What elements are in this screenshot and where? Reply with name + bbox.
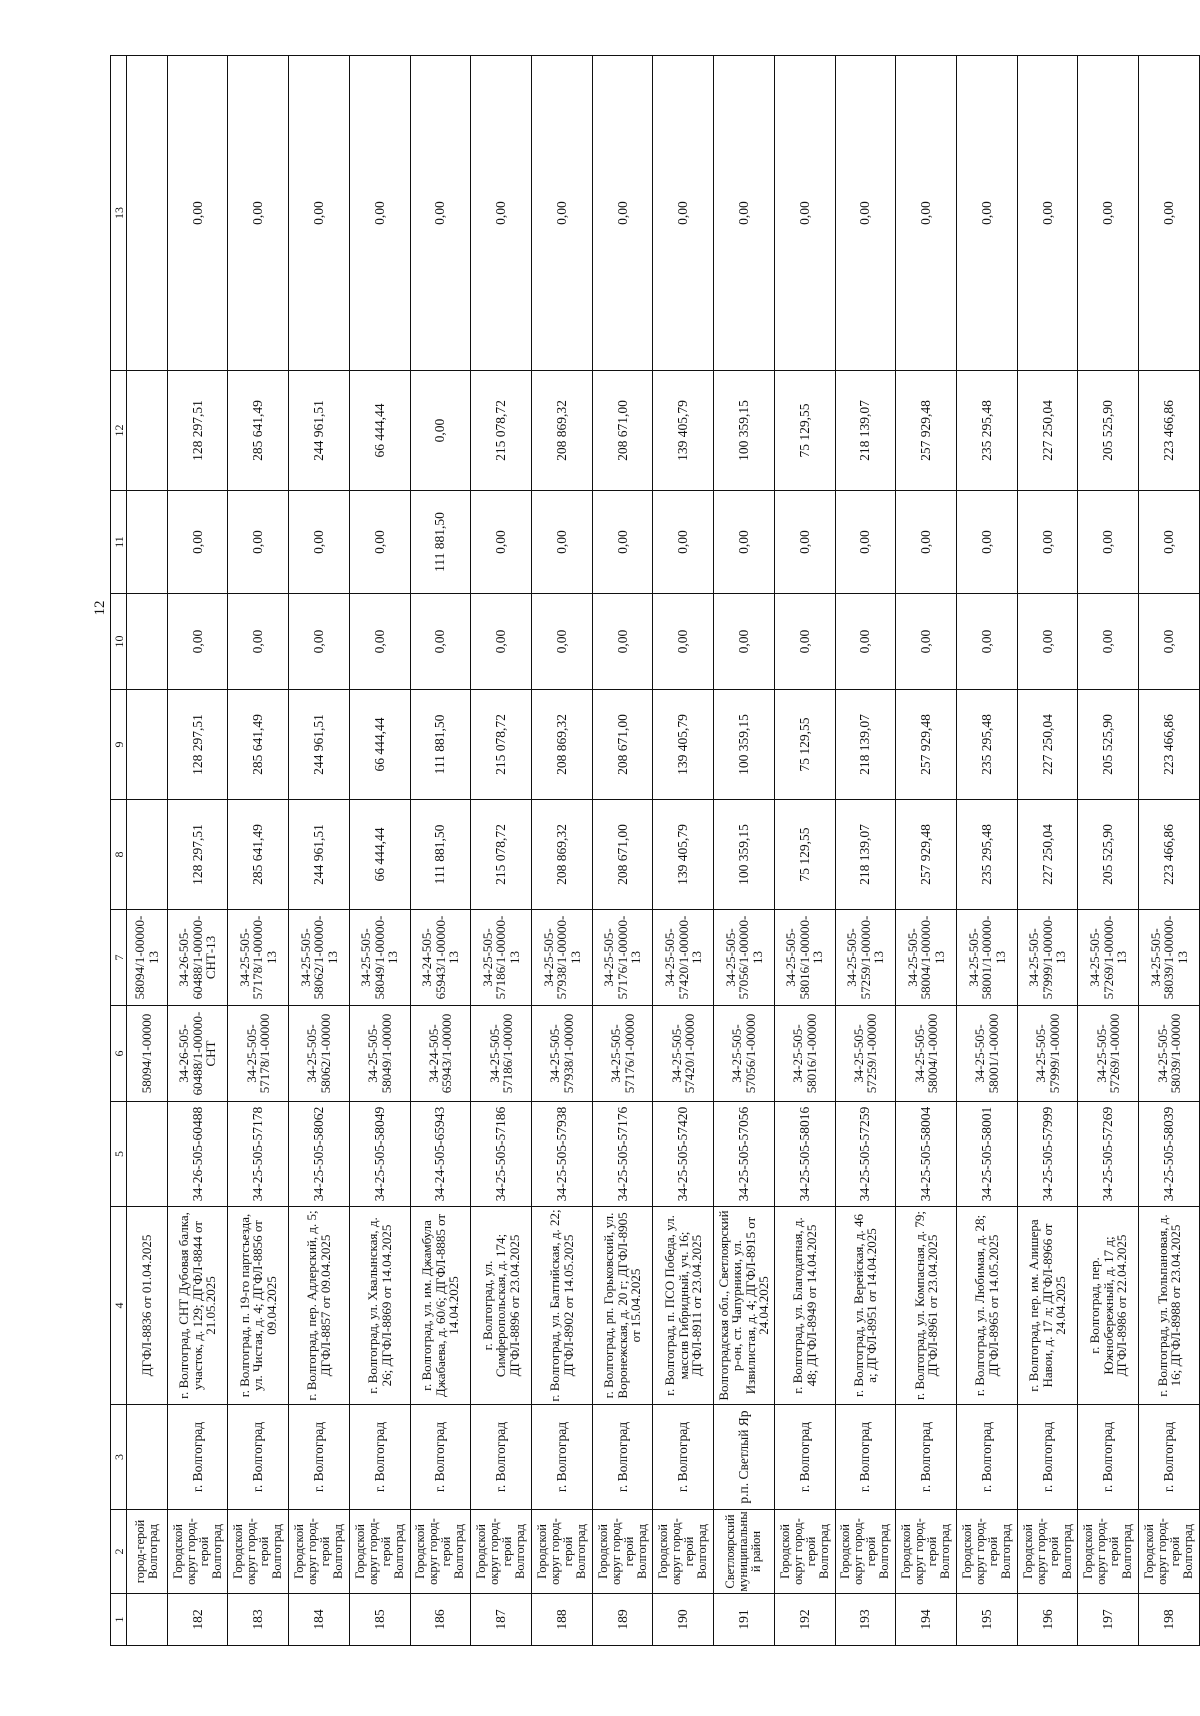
cell-object-sub-id: 34-25-505-58039/1-00000-13 (1139, 910, 1200, 1006)
column-header: 9 (111, 690, 127, 800)
cell-index: 197 (1078, 1594, 1139, 1646)
cell-index: 189 (592, 1594, 653, 1646)
cell-amount: 218 139,07 (835, 690, 896, 800)
table-row (653, 56, 714, 1646)
cell-municipality: Городской округ город-герой Волгоград (592, 1510, 653, 1594)
cell-municipality: Городской округ город-герой Волгоград (1139, 1510, 1200, 1594)
cell-address: г. Волгоград, п. ПСО Победа, ул. массив Гибридный, уч. 16; ДГФЛ-8911 от 23.04.2025 (653, 1207, 714, 1405)
cell-address: ДГФЛ-8836 от 01.04.2025 (127, 1207, 167, 1405)
cell-object-sub-id: 34-25-505-57176/1-00000-13 (592, 910, 653, 1006)
table-row (167, 56, 228, 1646)
cell-code: 34-24-505-65943 (410, 1102, 471, 1207)
cell-amount: 0,00 (1139, 491, 1200, 594)
cell-object-sub-id: 34-24-505-65943/1-00000-13 (410, 910, 471, 1006)
table-row (531, 56, 592, 1646)
cell-amount: 244 961,51 (289, 690, 350, 800)
cell-amount: 0,00 (957, 491, 1018, 594)
cell-amount (127, 690, 167, 800)
cell-index: 193 (835, 1594, 896, 1646)
cell-amount: 285 641,49 (228, 690, 289, 800)
cell-amount: 223 466,86 (1139, 371, 1200, 491)
cell-amount: 75 129,55 (774, 800, 835, 910)
cell-amount: 0,00 (410, 594, 471, 690)
cell-settlement: г. Волгоград (531, 1405, 592, 1510)
cell-amount: 128 297,51 (167, 371, 228, 491)
table-row (957, 56, 1018, 1646)
cell-address: г. Волгоград, ул. Благодатная, д. 48; ДГФЛ-8949 от 14.04.2025 (774, 1207, 835, 1405)
cell-code: 34-25-505-58049 (349, 1102, 410, 1207)
table-row (592, 56, 653, 1646)
cell-settlement: г. Волгоград (410, 1405, 471, 1510)
page-number: 12 (92, 600, 108, 616)
cell-amount: 0,00 (289, 491, 350, 594)
cell-address: г. Волгоград, ул. Верейская, д. 46 а; ДГФЛ-8951 от 14.04.2025 (835, 1207, 896, 1405)
cell-amount: 0,00 (714, 491, 775, 594)
cell-address: г. Волгоград, ул. Тюльпановая, д. 16; ДГФЛ-8988 от 23.04.2025 (1139, 1207, 1200, 1405)
cell-amount: 0,00 (471, 56, 532, 371)
cell-settlement: р.п. Светлый Яр (714, 1405, 775, 1510)
cell-settlement: г. Волгоград (835, 1405, 896, 1510)
column-header: 3 (111, 1405, 127, 1510)
cell-address: г. Волгоград, СНТ Дубовая балка, участок, д. 129; ДГФЛ-8844 от 21.05.2025 (167, 1207, 228, 1405)
cell-object-sub-id: 34-25-505-58016/1-00000-13 (774, 910, 835, 1006)
cell-object-sub-id: 58094/1-00000-13 (127, 910, 167, 1006)
column-header: 11 (111, 491, 127, 594)
cell-index: 187 (471, 1594, 532, 1646)
cell-object-sub-id: 34-25-505-57938/1-00000-13 (531, 910, 592, 1006)
cell-amount: 257 929,48 (896, 371, 957, 491)
cell-amount: 0,00 (228, 491, 289, 594)
cell-code: 34-25-505-57056 (714, 1102, 775, 1207)
data-table (110, 55, 1200, 1646)
cell-amount: 0,00 (349, 491, 410, 594)
cell-amount (127, 491, 167, 594)
cell-amount: 208 869,32 (531, 690, 592, 800)
cell-index: 184 (289, 1594, 350, 1646)
cell-amount: 0,00 (1017, 56, 1078, 371)
cell-amount: 75 129,55 (774, 371, 835, 491)
cell-index: 185 (349, 1594, 410, 1646)
cell-index: 186 (410, 1594, 471, 1646)
cell-amount: 0,00 (653, 491, 714, 594)
cell-settlement: г. Волгоград (228, 1405, 289, 1510)
cell-amount: 0,00 (1139, 56, 1200, 371)
cell-object-id: 58094/1-00000 (127, 1006, 167, 1102)
cell-amount: 0,00 (289, 594, 350, 690)
cell-code: 34-25-505-57186 (471, 1102, 532, 1207)
cell-amount: 139 405,79 (653, 800, 714, 910)
column-header: 5 (111, 1102, 127, 1207)
cell-address: г. Волгоград, пер. Южнобережный, д. 17 д; ДГФЛ-8986 от 22.04.2025 (1078, 1207, 1139, 1405)
cell-amount: 257 929,48 (896, 690, 957, 800)
cell-address: г. Волгоград, рп. Горьковский, ул. Воронежская, д. 20 г; ДГФЛ-8905 от 15.04.2025 (592, 1207, 653, 1405)
cell-object-id: 34-25-505-57259/1-00000 (835, 1006, 896, 1102)
cell-amount: 0,00 (592, 56, 653, 371)
table-row (774, 56, 835, 1646)
cell-address: г. Волгоград, ул. им. Джамбула Джабаева, д. 60/6; ДГФЛ-8885 от 14.04.2025 (410, 1207, 471, 1405)
cell-object-sub-id: 34-25-505-57178/1-00000-13 (228, 910, 289, 1006)
column-header: 7 (111, 910, 127, 1006)
cell-amount: 0,00 (410, 371, 471, 491)
cell-amount: 0,00 (228, 594, 289, 690)
cell-amount: 0,00 (714, 56, 775, 371)
cell-amount: 208 671,00 (592, 690, 653, 800)
cell-amount: 205 525,90 (1078, 800, 1139, 910)
cell-municipality: Городской округ город-герой Волгоград (835, 1510, 896, 1594)
cell-municipality: Городской округ город-герой Волгоград (410, 1510, 471, 1594)
cell-address: г. Волгоград, ул. Любимая, д. 28; ДГФЛ-8965 от 14.05.2025 (957, 1207, 1018, 1405)
cell-amount: 0,00 (410, 56, 471, 371)
cell-object-sub-id: 34-26-505-60488/1-00000-СНТ-13 (167, 910, 228, 1006)
cell-amount: 0,00 (471, 594, 532, 690)
cell-object-id: 34-26-505-60488/1-00000-СНТ (167, 1006, 228, 1102)
column-header: 4 (111, 1207, 127, 1405)
rotated-table-container (110, 56, 1200, 1646)
cell-code: 34-25-505-57259 (835, 1102, 896, 1207)
cell-amount: 0,00 (957, 594, 1018, 690)
cell-code: 34-25-505-58001 (957, 1102, 1018, 1207)
table-row (349, 56, 410, 1646)
cell-index: 196 (1017, 1594, 1078, 1646)
cell-object-id: 34-25-505-58016/1-00000 (774, 1006, 835, 1102)
cell-object-sub-id: 34-25-505-57259/1-00000-13 (835, 910, 896, 1006)
cell-code: 34-25-505-58016 (774, 1102, 835, 1207)
table-row (228, 56, 289, 1646)
cell-settlement: г. Волгоград (1017, 1405, 1078, 1510)
cell-amount: 215 078,72 (471, 690, 532, 800)
cell-index: 191 (714, 1594, 775, 1646)
table-row (896, 56, 957, 1646)
cell-amount: 208 869,32 (531, 371, 592, 491)
cell-amount: 218 139,07 (835, 371, 896, 491)
cell-amount: 0,00 (653, 56, 714, 371)
cell-object-id: 34-25-505-58062/1-00000 (289, 1006, 350, 1102)
cell-amount: 227 250,04 (1017, 800, 1078, 910)
cell-amount: 0,00 (896, 491, 957, 594)
cell-index: 194 (896, 1594, 957, 1646)
cell-object-id: 34-25-505-58039/1-00000 (1139, 1006, 1200, 1102)
cell-amount: 100 359,15 (714, 371, 775, 491)
cell-municipality: Городской округ город-герой Волгоград (167, 1510, 228, 1594)
table-row (289, 56, 350, 1646)
cell-amount: 0,00 (1078, 56, 1139, 371)
cell-object-id: 34-25-505-57186/1-00000 (471, 1006, 532, 1102)
cell-municipality: Городской округ город-герой Волгоград (349, 1510, 410, 1594)
cell-amount: 66 444,44 (349, 371, 410, 491)
cell-object-id: 34-25-505-58001/1-00000 (957, 1006, 1018, 1102)
cell-municipality: Городской округ город-герой Волгоград (774, 1510, 835, 1594)
cell-code: 34-25-505-57269 (1078, 1102, 1139, 1207)
cell-object-id: 34-25-505-57178/1-00000 (228, 1006, 289, 1102)
cell-amount: 0,00 (1139, 594, 1200, 690)
cell-settlement: г. Волгоград (592, 1405, 653, 1510)
cell-code (127, 1102, 167, 1207)
cell-settlement: г. Волгоград (349, 1405, 410, 1510)
cell-amount: 0,00 (592, 594, 653, 690)
cell-amount: 0,00 (592, 491, 653, 594)
cell-object-sub-id: 34-25-505-58004/1-00000-13 (896, 910, 957, 1006)
cell-object-sub-id: 34-25-505-58062/1-00000-13 (289, 910, 350, 1006)
cell-amount: 0,00 (774, 491, 835, 594)
cell-amount: 0,00 (167, 56, 228, 371)
cell-amount: 111 881,50 (410, 491, 471, 594)
cell-object-id: 34-25-505-58004/1-00000 (896, 1006, 957, 1102)
cell-object-sub-id: 34-25-505-57186/1-00000-13 (471, 910, 532, 1006)
cell-amount (127, 594, 167, 690)
column-header: 8 (111, 800, 127, 910)
cell-address: г. Волгоград, пер. Адлерский, д. 5; ДГФЛ-8857 от 09.04.2025 (289, 1207, 350, 1405)
cell-amount: 285 641,49 (228, 800, 289, 910)
cell-amount: 205 525,90 (1078, 690, 1139, 800)
cell-amount: 0,00 (531, 56, 592, 371)
cell-amount: 0,00 (289, 56, 350, 371)
cell-amount: 111 881,50 (410, 690, 471, 800)
cell-settlement: г. Волгоград (289, 1405, 350, 1510)
cell-index: 190 (653, 1594, 714, 1646)
cell-amount: 100 359,15 (714, 800, 775, 910)
cell-municipality: Городской округ город-герой Волгоград (289, 1510, 350, 1594)
cell-amount: 215 078,72 (471, 371, 532, 491)
cell-municipality: Светлоярский муниципальный район (714, 1510, 775, 1594)
cell-settlement: г. Волгоград (1139, 1405, 1200, 1510)
cell-index: 182 (167, 1594, 228, 1646)
cell-code: 34-25-505-58004 (896, 1102, 957, 1207)
cell-amount: 0,00 (349, 594, 410, 690)
cell-amount (127, 800, 167, 910)
cell-amount: 75 129,55 (774, 690, 835, 800)
cell-index: 198 (1139, 1594, 1200, 1646)
cell-settlement: г. Волгоград (167, 1405, 228, 1510)
cell-amount: 227 250,04 (1017, 690, 1078, 800)
cell-code: 34-25-505-57176 (592, 1102, 653, 1207)
cell-object-id: 34-25-505-57176/1-00000 (592, 1006, 653, 1102)
cell-amount: 0,00 (835, 594, 896, 690)
cell-object-id: 34-25-505-57999/1-00000 (1017, 1006, 1078, 1102)
cell-amount: 139 405,79 (653, 371, 714, 491)
cell-object-sub-id: 34-25-505-57420/1-00000-13 (653, 910, 714, 1006)
column-header: 2 (111, 1510, 127, 1594)
cell-amount: 100 359,15 (714, 690, 775, 800)
cell-amount: 244 961,51 (289, 371, 350, 491)
cell-amount: 0,00 (228, 56, 289, 371)
cell-amount: 227 250,04 (1017, 371, 1078, 491)
cell-object-sub-id: 34-25-505-58001/1-00000-13 (957, 910, 1018, 1006)
cell-municipality: город-герой Волгоград (127, 1510, 167, 1594)
cell-object-sub-id: 34-25-505-57999/1-00000-13 (1017, 910, 1078, 1006)
cell-amount: 0,00 (1017, 491, 1078, 594)
cell-settlement: г. Волгоград (653, 1405, 714, 1510)
cell-address: г. Волгоград, ул. Хвалынская, д. 26; ДГФЛ-8869 от 14.04.2025 (349, 1207, 410, 1405)
cell-municipality: Городской округ город-герой Волгоград (1078, 1510, 1139, 1594)
table-body (111, 56, 1200, 1646)
table-row (1017, 56, 1078, 1646)
cell-amount: 0,00 (896, 56, 957, 371)
cell-amount: 128 297,51 (167, 690, 228, 800)
cell-amount (127, 371, 167, 491)
column-number-row (111, 56, 127, 1646)
cell-object-sub-id: 34-25-505-57056/1-00000-13 (714, 910, 775, 1006)
cell-amount: 0,00 (653, 594, 714, 690)
cell-settlement: г. Волгоград (774, 1405, 835, 1510)
cell-amount: 208 869,32 (531, 800, 592, 910)
cell-amount: 0,00 (774, 594, 835, 690)
cell-amount: 235 295,48 (957, 800, 1018, 910)
cell-address: г. Волгоград, ул. Компасная, д. 79; ДГФЛ-8961 от 23.04.2025 (896, 1207, 957, 1405)
cell-index: 188 (531, 1594, 592, 1646)
cell-amount: 0,00 (167, 594, 228, 690)
cell-settlement: г. Волгоград (957, 1405, 1018, 1510)
cell-settlement: г. Волгоград (471, 1405, 532, 1510)
cell-object-sub-id: 34-25-505-58049/1-00000-13 (349, 910, 410, 1006)
column-header: 10 (111, 594, 127, 690)
carryover-row (127, 56, 167, 1646)
cell-object-id: 34-25-505-57938/1-00000 (531, 1006, 592, 1102)
cell-object-id: 34-25-505-58049/1-00000 (349, 1006, 410, 1102)
cell-municipality: Городской округ город-герой Волгоград (531, 1510, 592, 1594)
cell-amount: 285 641,49 (228, 371, 289, 491)
cell-amount: 0,00 (896, 594, 957, 690)
cell-municipality: Городской округ город-герой Волгоград (653, 1510, 714, 1594)
cell-code: 34-26-505-60488 (167, 1102, 228, 1207)
cell-amount: 0,00 (1078, 491, 1139, 594)
cell-amount (127, 56, 167, 371)
cell-settlement: г. Волгоград (896, 1405, 957, 1510)
cell-amount: 111 881,50 (410, 800, 471, 910)
cell-address: г. Волгоград, ул. Балтийская, д. 22; ДГФЛ-8902 от 14.05.2025 (531, 1207, 592, 1405)
cell-municipality: Городской округ город-герой Волгоград (471, 1510, 532, 1594)
cell-amount: 66 444,44 (349, 690, 410, 800)
cell-amount: 208 671,00 (592, 371, 653, 491)
cell-amount: 205 525,90 (1078, 371, 1139, 491)
cell-amount: 235 295,48 (957, 371, 1018, 491)
cell-amount: 0,00 (835, 491, 896, 594)
column-header: 6 (111, 1006, 127, 1102)
cell-code: 34-25-505-57938 (531, 1102, 592, 1207)
cell-amount: 0,00 (1017, 594, 1078, 690)
table-row (835, 56, 896, 1646)
cell-address: г. Волгоград, п. 19-го партсъезда, ул. Чистая, д. 4; ДГФЛ-8856 от 09.04.2025 (228, 1207, 289, 1405)
cell-index: 192 (774, 1594, 835, 1646)
cell-amount: 66 444,44 (349, 800, 410, 910)
table-row (1139, 56, 1200, 1646)
cell-object-id: 34-25-505-57056/1-00000 (714, 1006, 775, 1102)
cell-code: 34-25-505-58039 (1139, 1102, 1200, 1207)
cell-code: 34-25-505-57999 (1017, 1102, 1078, 1207)
table-row (410, 56, 471, 1646)
cell-code: 34-25-505-58062 (289, 1102, 350, 1207)
cell-code: 34-25-505-57420 (653, 1102, 714, 1207)
cell-amount: 0,00 (714, 594, 775, 690)
cell-amount: 223 466,86 (1139, 690, 1200, 800)
column-header: 1 (111, 1594, 127, 1646)
cell-address: Волгоградская обл., Светлоярский р-он, ст. Чапурники, ул. Извилистая, д. 4; ДГФЛ-8915 от 24.04.2025 (714, 1207, 775, 1405)
cell-municipality: Городской округ город-герой Волгоград (957, 1510, 1018, 1594)
cell-municipality: Городской округ город-герой Волгоград (1017, 1510, 1078, 1594)
cell-amount: 0,00 (471, 491, 532, 594)
cell-amount: 257 929,48 (896, 800, 957, 910)
table-row (1078, 56, 1139, 1646)
column-header: 12 (111, 371, 127, 491)
cell-amount: 0,00 (349, 56, 410, 371)
cell-address: г. Волгоград, ул. Симферопольская, д. 174; ДГФЛ-8896 от 23.04.2025 (471, 1207, 532, 1405)
cell-amount: 0,00 (167, 491, 228, 594)
cell-amount: 208 671,00 (592, 800, 653, 910)
cell-object-id: 34-25-505-57420/1-00000 (653, 1006, 714, 1102)
column-header: 13 (111, 56, 127, 371)
table-row (471, 56, 532, 1646)
cell-amount: 0,00 (531, 594, 592, 690)
cell-object-id: 34-24-505-65943/1-00000 (410, 1006, 471, 1102)
table-row (714, 56, 775, 1646)
cell-amount: 218 139,07 (835, 800, 896, 910)
cell-amount: 0,00 (531, 491, 592, 594)
cell-municipality: Городской округ город-герой Волгоград (228, 1510, 289, 1594)
cell-amount: 215 078,72 (471, 800, 532, 910)
cell-index (127, 1594, 167, 1646)
cell-amount: 0,00 (957, 56, 1018, 371)
cell-amount: 128 297,51 (167, 800, 228, 910)
cell-amount: 223 466,86 (1139, 800, 1200, 910)
cell-municipality: Городской округ город-герой Волгоград (896, 1510, 957, 1594)
cell-amount: 0,00 (1078, 594, 1139, 690)
cell-amount: 0,00 (774, 56, 835, 371)
cell-object-sub-id: 34-25-505-57269/1-00000-13 (1078, 910, 1139, 1006)
cell-address: г. Волгоград, пер. им. Алишера Навои, д. 17 л; ДГФЛ-8966 от 24.04.2025 (1017, 1207, 1078, 1405)
cell-amount: 0,00 (835, 56, 896, 371)
cell-code: 34-25-505-57178 (228, 1102, 289, 1207)
cell-settlement (127, 1405, 167, 1510)
cell-index: 183 (228, 1594, 289, 1646)
cell-object-id: 34-25-505-57269/1-00000 (1078, 1006, 1139, 1102)
cell-index: 195 (957, 1594, 1018, 1646)
cell-amount: 139 405,79 (653, 690, 714, 800)
cell-amount: 235 295,48 (957, 690, 1018, 800)
cell-settlement: г. Волгоград (1078, 1405, 1139, 1510)
cell-amount: 244 961,51 (289, 800, 350, 910)
